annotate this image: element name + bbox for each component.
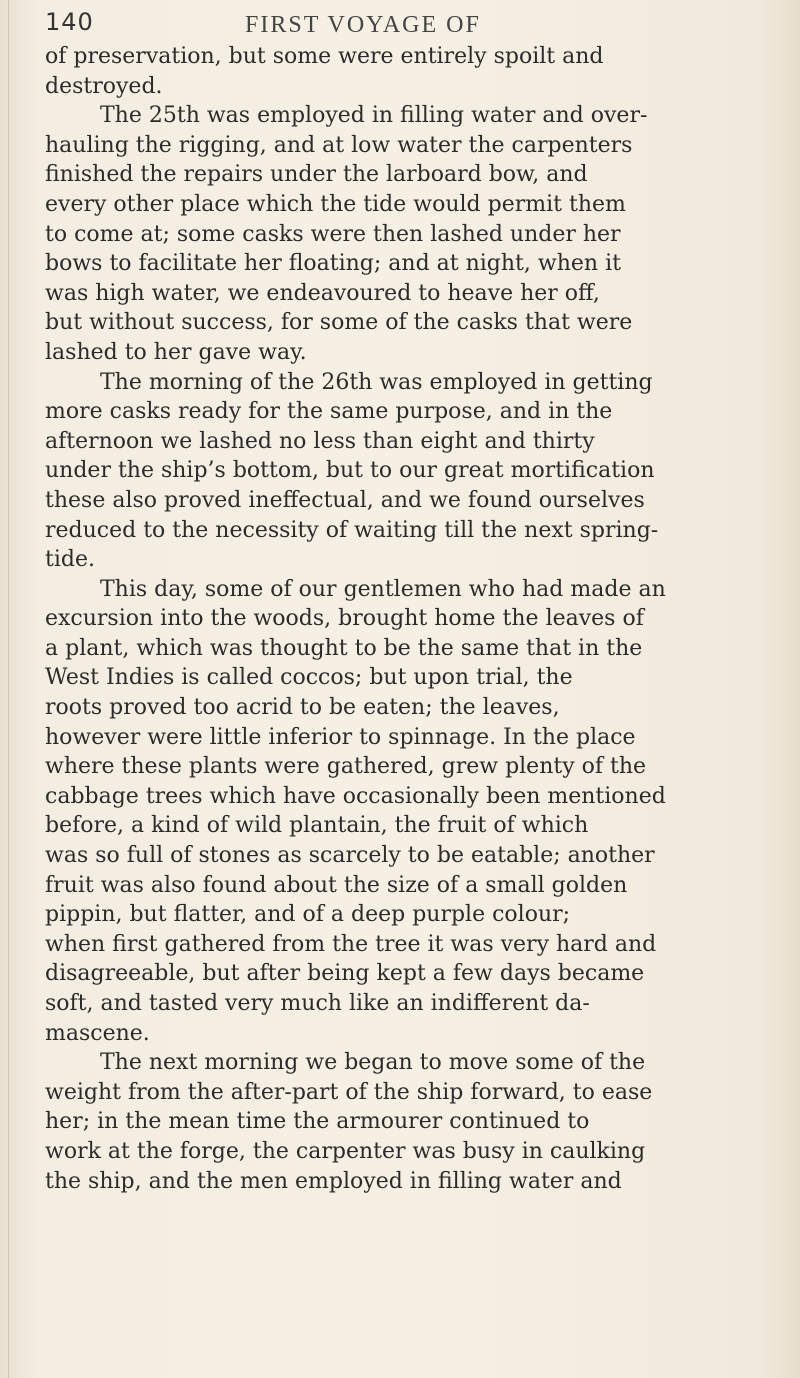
text-line: where these plants were gathered, grew plenty of the: [45, 754, 647, 780]
text-line: before, a kind of wild plantain, the fruit of which: [45, 813, 589, 839]
text-line: disagreeable, but after being kept a few days became: [45, 961, 645, 987]
text-line: fruit was also found about the size of a small golden: [45, 872, 628, 898]
text-line: these also proved ineffectual, and we found ourselves: [45, 487, 645, 513]
paragraph-start-line: The 25th was employed in filling water and over-: [100, 103, 648, 129]
text-line: of preservation, but some were entirely spoilt and: [45, 44, 604, 69]
body-text: [45, 42, 790, 1196]
text-line: reduced to the necessity of waiting till the next spring-: [45, 517, 659, 543]
text-line: mascene.: [45, 1020, 150, 1046]
text-line: bows to facilitate her floating; and at night, when it: [45, 251, 621, 277]
text-line: to come at; some casks were then lashed under her: [45, 221, 621, 247]
text-line: excursion into the woods, brought home the leaves of: [45, 606, 644, 632]
paragraph-start-line: The next morning we began to move some of the: [100, 1050, 646, 1076]
text-line: pippin, but flatter, and of a deep purple colour;: [45, 902, 571, 928]
text-line: finished the repairs under the larboard bow, and: [45, 162, 588, 188]
text-line: the ship, and the men employed in filling water and: [45, 1168, 622, 1194]
text-line: her; in the mean time the armourer continued to: [45, 1109, 590, 1135]
text-line: a plant, which was thought to be the same that in the: [45, 635, 643, 661]
text-line: but without success, for some of the casks that were: [45, 310, 633, 336]
text-line: work at the forge, the carpenter was busy in caulking: [45, 1138, 646, 1164]
page-gutter-edge: [8, 0, 9, 1378]
page-number: 140: [45, 8, 94, 36]
text-line: tide.: [45, 547, 95, 573]
text-line: under the ship’s bottom, but to our great mortification: [45, 458, 655, 484]
text-line: destroyed.: [45, 73, 163, 99]
text-line: when first gathered from the tree it was very hard and: [45, 931, 657, 957]
text-line: every other place which the tide would permit them: [45, 191, 626, 217]
text-line: West Indies is called coccos; but upon trial, the: [45, 665, 573, 691]
text-line: cabbage trees which have occasionally been mentioned: [45, 783, 666, 809]
text-line: soft, and tasted very much like an indifferent da-: [45, 991, 590, 1016]
text-line: roots proved too acrid to be eaten; the leaves,: [45, 695, 560, 721]
text-line: was high water, we endeavoured to heave her off,: [45, 280, 600, 306]
text-line: afternoon we lashed no less than eight and thirty: [45, 428, 595, 454]
text-line: lashed to her gave way.: [45, 339, 307, 365]
text-line: was so full of stones as scarcely to be eatable; another: [45, 843, 655, 869]
paragraph-start-line: The morning of the 26th was employed in getting: [100, 369, 653, 395]
text-line: more casks ready for the same purpose, and in the: [45, 399, 613, 425]
text-line: hauling the rigging, and at low water the carpenters: [45, 132, 633, 158]
text-line: however were little inferior to spinnage. In the place: [45, 724, 636, 750]
text-line: weight from the after-part of the ship forward, to ease: [45, 1079, 653, 1105]
running-head: FIRST VOYAGE OF: [245, 12, 481, 38]
paragraph-start-line: This day, some of our gentlemen who had made an: [100, 576, 666, 602]
